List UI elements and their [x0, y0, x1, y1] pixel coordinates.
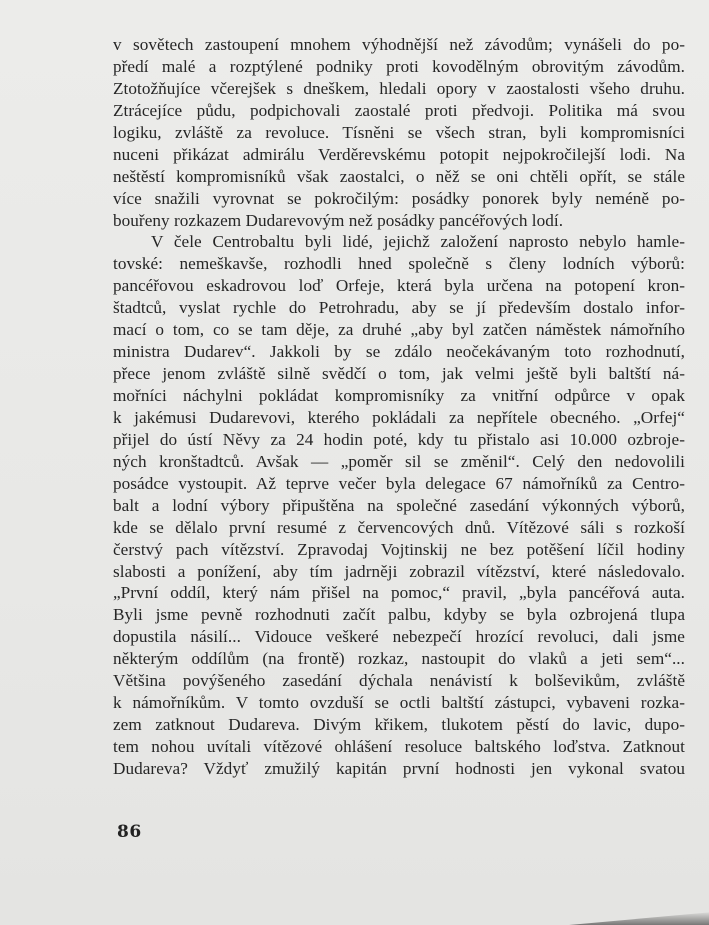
text-line: Ztotožňujíce včerejšek s dneškem, hledali opory v zaostalosti všeho druhu. — [113, 78, 685, 98]
text-line: bouřeny rozkazem Dudarevovým než posádky pancéřových lodí. — [113, 210, 564, 230]
text-line: Byli jsme pevně rozhodnuti začít palbu, kdyby se byla ozbrojená tlupa — [113, 605, 685, 625]
text-line: ministra Dudarev“. Jakkoli by se zdálo neočekávaným toto rozhodnutí, — [113, 342, 685, 362]
text-line: přijel do ústí Něvy za 24 hodin poté, kdy tu přistalo asi 10.000 ozbroje- — [113, 429, 685, 449]
text-line: přece jenom zvláště silně svědčí o tom, jak velmi ještě byli baltští ná- — [113, 364, 685, 384]
text-line: ných kronštadtců. Avšak — „poměr sil se změnil“. Celý den nedovolili — [113, 451, 685, 471]
text-line: Ztrácejíce půdu, podpichovali zaostalé proti předvoji. Politika má svou — [113, 100, 685, 120]
text-line: tem nohou uvítali vítězové ohlášení resoluce baltského loďstva. Zatknout — [113, 737, 685, 756]
text-line: štadtců, vyslat rychle do Petrohradu, aby se jí především dostalo infor- — [113, 298, 685, 318]
text-line: v sovětech zastoupení mnohem výhodnější než závodům; vynášeli do po- — [113, 35, 685, 54]
text-line: k námořníkům. V tomto ovzduší se octli baltští zástupci, vybaveni rozka- — [113, 693, 685, 713]
text-line: nuceni přikázat admirálu Verděrevskému potopit nejpokročilejší lodi. Na — [113, 144, 685, 164]
text-line: tovské: nemeškavše, rozhodli hned společně s členy lodních výborů: — [113, 254, 685, 274]
text-line: čerstvý pach vítězství. Zpravodaj Vojtinskij ne bez potěšení líčil hodiny — [113, 539, 685, 559]
text-line: pancéřovou eskadrovou loď Orfeje, která byla určena na potopení kron- — [113, 276, 685, 296]
text-line: předí malé a rozptýlené podniky proti kovodělným obrovitým závodům. — [113, 56, 685, 76]
text-line: posádce vystoupit. Až teprve večer byla delegace 67 námořníků za Centro- — [113, 473, 685, 493]
text-line: některým oddílům (na frontě) rozkaz, nastoupit do vlaků a jeti sem“... — [113, 649, 685, 669]
text-line: zem zatknout Dudareva. Divým křikem, tlukotem pěstí do lavic, dupo- — [113, 715, 685, 735]
text-line: mací o tom, co se tam děje, za druhé „aby byl zatčen náměstek námořního — [113, 320, 685, 340]
text-line: k jakémusi Dudarevovi, kterého pokládali za nepřítele obecného. „Orfej“ — [113, 407, 685, 427]
text-line: dopustila násilí... Vidouce veškeré nebezpečí hrozící revoluci, dali jsme — [113, 627, 685, 647]
page-edge-shadow — [569, 911, 709, 925]
text-line: více snažili vyrovnat se pokročilým: posádky ponorek byly neméně po- — [113, 188, 685, 208]
text-line: Většina povýšeného zasedání dýchala nenávistí k bolševikům, zvláště — [113, 671, 685, 691]
text-line: logiku, zvláště za revoluce. Tísněni se všech stran, byli kompromisníci — [113, 122, 685, 142]
text-line: V čele Centrobaltu byli lidé, jejichž založení naprosto nebylo hamle- — [151, 232, 685, 252]
text-line: kde se dělalo první resumé z červencových dnů. Vítězové sáli s rozkoší — [113, 517, 685, 537]
text-line: „První oddíl, který nám přišel na pomoc,“ pravil, „byla pancéřová auta. — [113, 583, 685, 603]
page-number: 86 — [117, 822, 142, 842]
text-line: neštěstí kompromisníků však zaostalci, o něž se oni chtěli opřít, se stále — [113, 166, 685, 186]
body-text — [113, 34, 685, 780]
text-line: slabosti a ponížení, aby tím jadrněji zobrazil vítězství, které následovalo. — [113, 561, 685, 581]
text-line: Dudareva? Vždyť zmužilý kapitán první hodnosti jen vykonal svatou — [113, 758, 685, 778]
text-line: mořníci náchylni pokládat kompromisníky za vnitřní odpůrce v opak — [113, 386, 685, 405]
text-line: balt a lodní výbory připuštěna na společné zasedání výkonných výborů, — [113, 495, 685, 515]
